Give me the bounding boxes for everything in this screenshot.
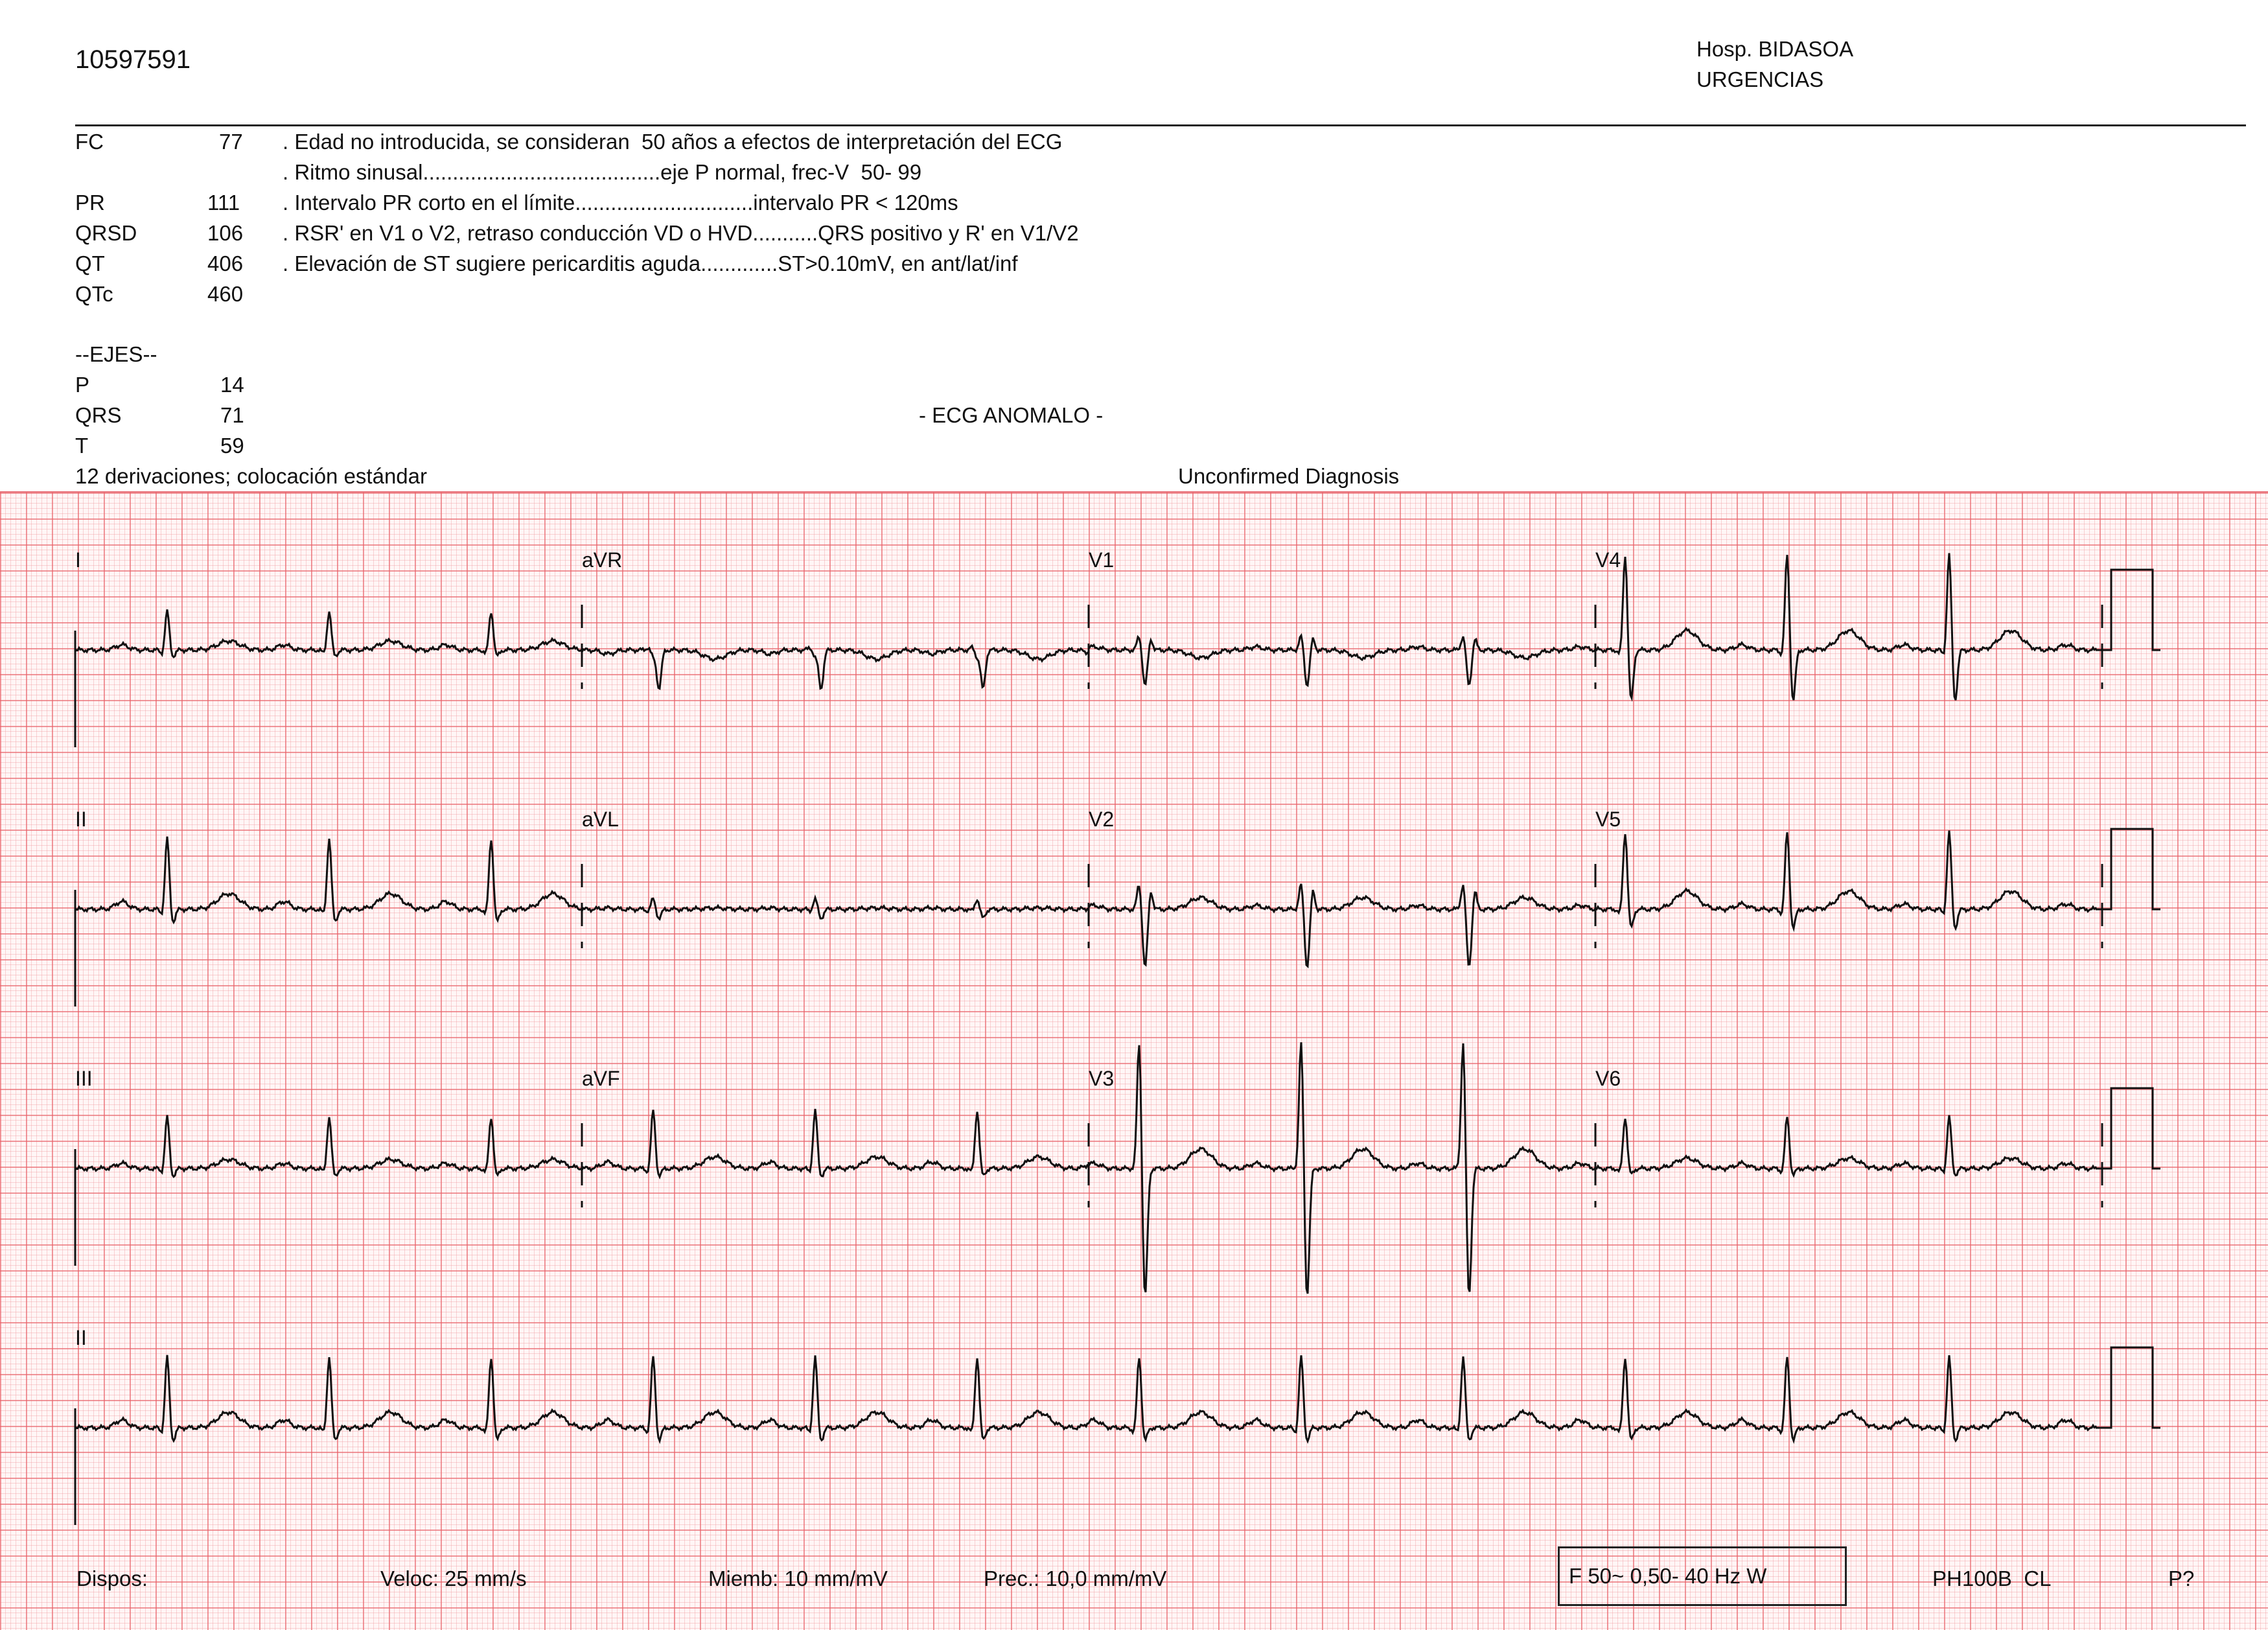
measure-value-pr: 111 — [207, 191, 240, 215]
axis-value-t: 59 — [220, 434, 244, 458]
footer-device: Dispos: — [76, 1566, 148, 1590]
axis-label-t: T — [75, 434, 89, 458]
interpretation-line-1: . Edad no introducida, se consideran 50 años a efectos de interpretación del ECG — [283, 130, 1063, 154]
trace-v2 — [1089, 884, 1595, 966]
trace-i — [75, 609, 582, 657]
footer-speed: Veloc: 25 mm/s — [380, 1566, 527, 1590]
lead-label-i: I — [75, 548, 81, 572]
lead-label-iii: III — [75, 1067, 93, 1090]
trace-v1 — [1089, 636, 1595, 686]
trace-v5 — [1595, 831, 2097, 929]
calibration-pulse — [2097, 1088, 2160, 1169]
lead-label-avl: aVL — [582, 808, 619, 831]
trace-v6 — [1595, 1115, 2097, 1176]
measure-label-qtc: QTc — [75, 282, 113, 306]
footer-limb-gain: Miemb: 10 mm/mV — [708, 1566, 888, 1590]
hospital-name: Hosp. BIDASOA — [1696, 37, 1854, 61]
ecg-classification: - ECG ANOMALO - — [919, 403, 1104, 427]
lead-label-v2: V2 — [1089, 808, 1115, 831]
measure-value-qtc: 460 — [207, 282, 244, 306]
lead-label-rhythm-ii: II — [75, 1326, 87, 1349]
interpretation-line-4: . RSR' en V1 o V2, retraso conducción VD o HVD...........QRS positivo y R' en V1/V2 — [283, 221, 1079, 245]
axis-label-qrs: QRS — [75, 403, 122, 427]
lead-label-ii: II — [75, 808, 87, 831]
measure-value-qt: 406 — [207, 251, 244, 275]
trace-v4 — [1595, 553, 2097, 701]
lead-label-avr: aVR — [582, 548, 623, 572]
lead-label-v1: V1 — [1089, 548, 1115, 572]
footer-chest-gain: Prec.: 10,0 mm/mV — [984, 1566, 1167, 1590]
diagnosis-status: Unconfirmed Diagnosis — [1178, 464, 1400, 488]
measure-value-qrsd: 106 — [207, 221, 244, 245]
lead-label-avf: aVF — [582, 1067, 620, 1090]
measure-value-fc: 77 — [219, 130, 243, 154]
lead-label-v3: V3 — [1089, 1067, 1115, 1090]
patient-id: 10597591 — [75, 45, 191, 74]
calibration-pulse — [2097, 570, 2160, 650]
trace-ii — [75, 837, 582, 922]
axis-value-qrs: 71 — [220, 403, 244, 427]
trace-avf — [582, 1109, 1089, 1177]
trace-avr — [582, 646, 1089, 688]
trace-rhythm-ii — [75, 1355, 2097, 1441]
interpretation-line-3: . Intervalo PR corto en el límite..............................intervalo PR < 120ms — [283, 191, 958, 215]
lead-label-v5: V5 — [1595, 808, 1621, 831]
trace-v3 — [1089, 1042, 1595, 1294]
trace-iii — [75, 1115, 582, 1177]
calibration-pulse — [2097, 829, 2160, 909]
footer-model: PH100B CL — [1932, 1566, 2052, 1590]
measure-label-pr: PR — [75, 191, 105, 215]
trace-avl — [582, 898, 1089, 919]
measure-label-fc: FC — [75, 130, 104, 154]
axis-value-p: 14 — [220, 373, 244, 397]
calibration-pulse — [2097, 1347, 2160, 1428]
axis-label-p: P — [75, 373, 90, 397]
footer-filter: F 50~ 0,50- 40 Hz W — [1558, 1546, 1847, 1606]
measure-label-qt: QT — [75, 251, 105, 275]
measure-label-qrsd: QRSD — [75, 221, 137, 245]
lead-placement: 12 derivaciones; colocación estándar — [75, 464, 428, 488]
interpretation-line-2: . Ritmo sinusal........................................eje P normal, frec-V 50- 99 — [283, 160, 922, 184]
footer-page: P? — [2168, 1566, 2195, 1590]
interpretation-line-5: . Elevación de ST sugiere pericarditis aguda.............ST>0.10mV, en ant/lat/inf — [283, 251, 1018, 275]
axes-title: --EJES-- — [75, 342, 157, 366]
lead-label-v4: V4 — [1595, 548, 1621, 572]
lead-label-v6: V6 — [1595, 1067, 1621, 1090]
department-name: URGENCIAS — [1696, 67, 1824, 91]
